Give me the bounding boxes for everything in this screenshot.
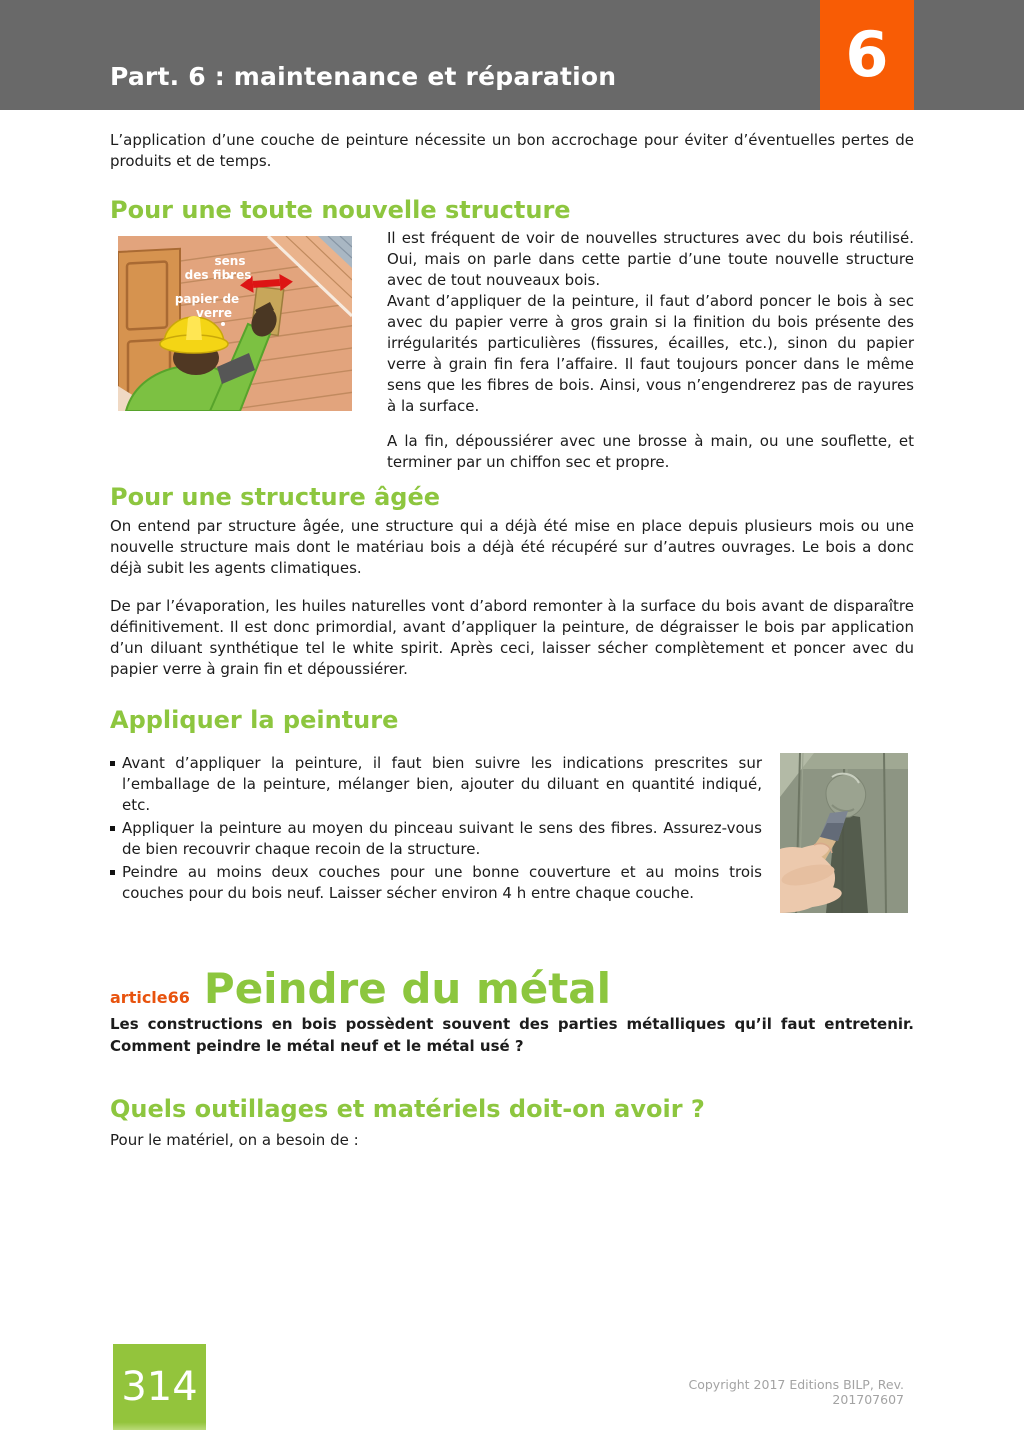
article-title: Peindre du métal [203,964,612,1013]
sanding-illustration-graphic [118,236,352,411]
label-sens-line1: sens [214,254,246,268]
apply-paint-bullet-list [110,753,762,906]
article-number-tag: article66 [110,988,190,1007]
new-structure-text-column [387,228,914,473]
tools-paragraph: Pour le matériel, on a besoin de : [110,1131,359,1149]
chapter-number: 6 [845,18,889,91]
section-heading-new-structure: Pour une toute nouvelle structure [110,196,571,224]
new-structure-paragraph-2: Avant d’appliquer de la peinture, il faut d’abord poncer le bois à sec avec du papier verre à gros grain si la finition du bois présente des irrégularités particulières (fissures, écailles, etc.), sinon du papier verre à grain fin fera l’affaire. Il faut toujours poncer dans le même sens que les fibres de bois. Ainsi, vous n’engendrerez pas de rayures à la surface. [387,292,914,415]
sanding-illustration [118,236,352,411]
section-heading-tools: Quels outillages et matériels doit-on avoir ? [110,1095,705,1123]
page-number-box [113,1344,206,1430]
copyright-notice: Copyright 2017 Editions BILP, Rev. 201707607 [688,1377,904,1407]
new-structure-paragraph-1: Il est fréquent de voir de nouvelles structures avec du bois réutilisé. Oui, mais on parle dans cette partie d’une toute nouvelle structure avec de tout nouveaux bois. [387,229,914,289]
painting-photo [780,753,908,913]
aged-structure-paragraph-2: De par l’évaporation, les huiles naturelles vont d’abord remonter à la surface du bois avant de disparaître définitivement. Il est donc primordial, avant d’appliquer la peinture, de dégraisser le bois par application d’un diluant synthétique tel le white spirit. Après ceci, laisser sécher complètement et poncer avec du papier verre à grain fin et dépoussiérer. [110,597,914,678]
bullet-item: Appliquer la peinture au moyen du pinceau suivant le sens des fibres. Assurez-vous de bien recouvrir chaque recoin de la structure. [110,818,762,860]
aged-structure-paragraph-1: On entend par structure âgée, une structure qui a déjà été mise en place depuis plusieurs mois ou une nouvelle structure mais dont le matériau bois a déjà été récupéré sur d’autres ouvrages. Le bois a donc déjà subit les agents climatiques. [110,517,914,577]
new-structure-paragraph-3: A la fin, dépoussiérer avec une brosse à main, ou une souflette, et terminer par un chiffon sec et propre. [387,432,914,471]
article-title-row [110,964,914,1013]
chapter-number-box [820,0,914,110]
label-papier-line1: papier de [174,292,240,306]
bullet-item: Avant d’appliquer la peinture, il faut bien suivre les indications prescrites sur l’emballage de la peinture, mélanger bien, ajouter du diluant en quantité indiqué, etc. [110,753,762,816]
page-number: 314 [121,1364,198,1410]
painting-photo-graphic [780,753,908,913]
section-heading-aged-structure: Pour une structure âgée [110,483,441,511]
chapter-header-title: Part. 6 : maintenance et réparation [110,62,617,91]
chapter-header-bar [0,0,1024,110]
article-lead-paragraph: Les constructions en bois possèdent souvent des parties métalliques qu’il faut entretenir. Comment peindre le métal neuf et le métal usé ? [110,1015,914,1055]
label-sens-line2: des fibres [184,268,252,282]
section-heading-apply-paint: Appliquer la peinture [110,706,399,734]
intro-paragraph: L’application d’une couche de peinture nécessite un bon accrochage pour éviter d’éventuelles pertes de produits et de temps. [110,131,914,170]
bullet-item: Peindre au moins deux couches pour une bonne couverture et au moins trois couches pour du bois neuf. Laisser sécher environ 4 h entre chaque couche. [110,862,762,904]
label-papier-line2: verre [196,306,232,320]
